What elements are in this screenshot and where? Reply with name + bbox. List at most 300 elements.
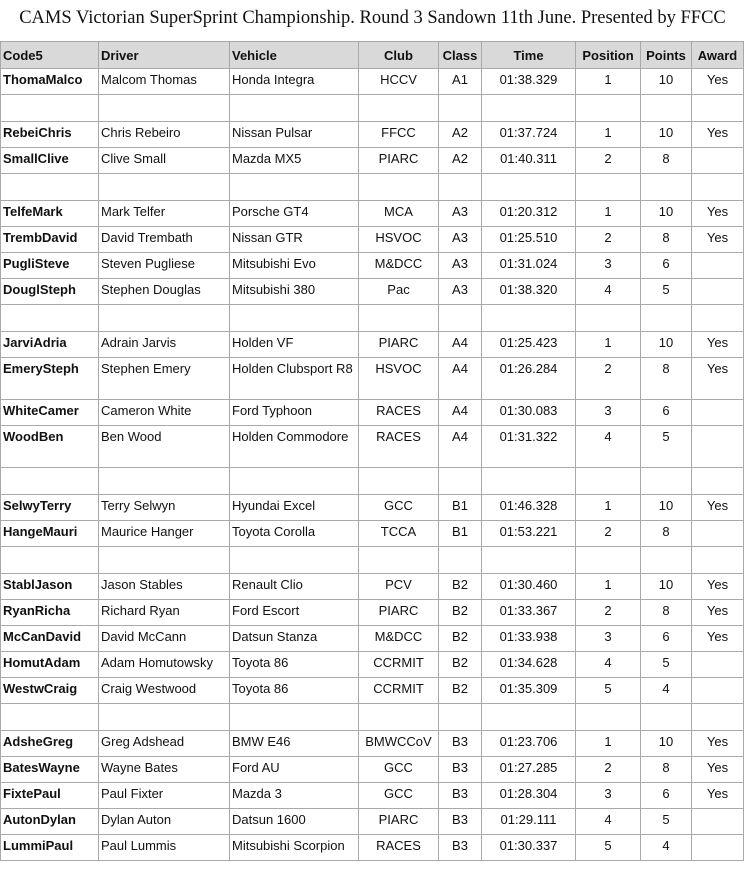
cell-vehicle: Toyota 86	[230, 652, 359, 678]
empty-cell	[99, 704, 230, 731]
empty-cell	[641, 95, 692, 122]
cell-driver: Mark Telfer	[99, 201, 230, 227]
col-header-club[interactable]: Club	[359, 42, 439, 69]
cell-club: HSVOC	[359, 227, 439, 253]
cell-class: B2	[439, 652, 482, 678]
table-row[interactable]	[1, 332, 744, 358]
cell-time: 01:20.312	[482, 201, 576, 227]
cell-vehicle: Mazda 3	[230, 783, 359, 809]
class-separator-row	[1, 547, 744, 574]
empty-cell	[359, 547, 439, 574]
cell-time: 01:29.111	[482, 809, 576, 835]
cell-position: 5	[576, 835, 641, 861]
cell-driver: Chris Rebeiro	[99, 122, 230, 148]
cell-code: DouglSteph	[1, 279, 99, 305]
cell-vehicle: Toyota Corolla	[230, 521, 359, 547]
cell-code: BatesWayne	[1, 757, 99, 783]
cell-driver: Ben Wood	[99, 426, 230, 468]
empty-cell	[641, 704, 692, 731]
cell-position: 2	[576, 358, 641, 400]
cell-award: Yes	[692, 332, 744, 358]
cell-class: A3	[439, 227, 482, 253]
cell-code: FixtePaul	[1, 783, 99, 809]
class-separator-row	[1, 704, 744, 731]
cell-class: B3	[439, 809, 482, 835]
cell-vehicle: Hyundai Excel	[230, 495, 359, 521]
cell-time: 01:23.706	[482, 731, 576, 757]
empty-cell	[1, 95, 99, 122]
cell-code: WestwCraig	[1, 678, 99, 704]
cell-points: 6	[641, 400, 692, 426]
cell-vehicle: Ford Typhoon	[230, 400, 359, 426]
col-header-position[interactable]: Position	[576, 42, 641, 69]
cell-driver: Greg Adshead	[99, 731, 230, 757]
cell-code: EmerySteph	[1, 358, 99, 400]
table-row[interactable]	[1, 69, 744, 95]
cell-club: GCC	[359, 783, 439, 809]
table-row[interactable]	[1, 809, 744, 835]
cell-class: A1	[439, 69, 482, 95]
cell-club: Pac	[359, 279, 439, 305]
cell-position: 3	[576, 253, 641, 279]
empty-cell	[230, 547, 359, 574]
cell-class: A4	[439, 400, 482, 426]
empty-cell	[576, 547, 641, 574]
cell-driver: Dylan Auton	[99, 809, 230, 835]
col-header-award[interactable]: Award	[692, 42, 744, 69]
cell-class: A4	[439, 332, 482, 358]
cell-position: 2	[576, 227, 641, 253]
cell-vehicle: Datsun 1600	[230, 809, 359, 835]
cell-driver: Terry Selwyn	[99, 495, 230, 521]
cell-driver: Adam Homutowsky	[99, 652, 230, 678]
cell-points: 8	[641, 521, 692, 547]
empty-cell	[576, 95, 641, 122]
cell-class: B2	[439, 574, 482, 600]
empty-cell	[230, 468, 359, 495]
cell-time: 01:31.322	[482, 426, 576, 468]
cell-position: 1	[576, 122, 641, 148]
cell-code: WhiteCamer	[1, 400, 99, 426]
cell-club: PIARC	[359, 148, 439, 174]
cell-code: StablJason	[1, 574, 99, 600]
cell-time: 01:30.337	[482, 835, 576, 861]
cell-class: A2	[439, 148, 482, 174]
empty-cell	[692, 174, 744, 201]
cell-vehicle: Mitsubishi 380	[230, 279, 359, 305]
cell-time: 01:37.724	[482, 122, 576, 148]
cell-points: 10	[641, 201, 692, 227]
cell-code: RyanRicha	[1, 600, 99, 626]
cell-award	[692, 521, 744, 547]
empty-cell	[99, 174, 230, 201]
cell-code: JarviAdria	[1, 332, 99, 358]
cell-position: 5	[576, 678, 641, 704]
empty-cell	[576, 305, 641, 332]
cell-driver: David Trembath	[99, 227, 230, 253]
cell-vehicle: Nissan GTR	[230, 227, 359, 253]
table-row[interactable]	[1, 783, 744, 809]
cell-vehicle: Holden Commodore	[230, 426, 359, 468]
cell-class: B3	[439, 835, 482, 861]
empty-cell	[99, 468, 230, 495]
cell-award: Yes	[692, 201, 744, 227]
cell-class: B2	[439, 678, 482, 704]
table-row[interactable]	[1, 400, 744, 426]
cell-position: 1	[576, 731, 641, 757]
cell-time: 01:35.309	[482, 678, 576, 704]
cell-award	[692, 652, 744, 678]
cell-position: 2	[576, 148, 641, 174]
table-row[interactable]	[1, 600, 744, 626]
cell-vehicle: Renault Clio	[230, 574, 359, 600]
cell-driver: Adrain Jarvis	[99, 332, 230, 358]
empty-cell	[99, 95, 230, 122]
cell-class: A2	[439, 122, 482, 148]
cell-award: Yes	[692, 69, 744, 95]
cell-driver: Craig Westwood	[99, 678, 230, 704]
class-separator-row	[1, 305, 744, 332]
cell-points: 8	[641, 358, 692, 400]
cell-award: Yes	[692, 626, 744, 652]
col-header-time[interactable]: Time	[482, 42, 576, 69]
cell-award	[692, 279, 744, 305]
table-row[interactable]	[1, 757, 744, 783]
cell-award: Yes	[692, 600, 744, 626]
cell-time: 01:40.311	[482, 148, 576, 174]
cell-award	[692, 253, 744, 279]
cell-code: ThomaMalco	[1, 69, 99, 95]
table-row[interactable]	[1, 731, 744, 757]
empty-cell	[641, 174, 692, 201]
cell-position: 3	[576, 783, 641, 809]
cell-award	[692, 678, 744, 704]
cell-club: RACES	[359, 835, 439, 861]
cell-vehicle: Mitsubishi Evo	[230, 253, 359, 279]
empty-cell	[692, 547, 744, 574]
cell-driver: Wayne Bates	[99, 757, 230, 783]
cell-class: B3	[439, 757, 482, 783]
cell-points: 8	[641, 227, 692, 253]
cell-time: 01:34.628	[482, 652, 576, 678]
cell-driver: Clive Small	[99, 148, 230, 174]
cell-award: Yes	[692, 227, 744, 253]
cell-time: 01:30.460	[482, 574, 576, 600]
cell-club: CCRMIT	[359, 652, 439, 678]
cell-code: HangeMauri	[1, 521, 99, 547]
cell-club: M&DCC	[359, 253, 439, 279]
cell-club: M&DCC	[359, 626, 439, 652]
cell-time: 01:46.328	[482, 495, 576, 521]
table-row[interactable]	[1, 835, 744, 861]
cell-vehicle: Mazda MX5	[230, 148, 359, 174]
cell-club: HCCV	[359, 69, 439, 95]
table-row[interactable]	[1, 652, 744, 678]
empty-cell	[359, 174, 439, 201]
empty-cell	[1, 547, 99, 574]
results-body	[1, 69, 744, 861]
cell-points: 4	[641, 835, 692, 861]
cell-class: B3	[439, 731, 482, 757]
empty-cell	[1, 704, 99, 731]
cell-points: 8	[641, 757, 692, 783]
cell-points: 6	[641, 783, 692, 809]
empty-cell	[359, 468, 439, 495]
cell-points: 6	[641, 626, 692, 652]
empty-cell	[482, 468, 576, 495]
cell-points: 10	[641, 332, 692, 358]
empty-cell	[482, 174, 576, 201]
cell-class: B3	[439, 783, 482, 809]
col-header-points[interactable]: Points	[641, 42, 692, 69]
cell-points: 5	[641, 279, 692, 305]
cell-vehicle: Ford AU	[230, 757, 359, 783]
cell-award: Yes	[692, 574, 744, 600]
cell-position: 2	[576, 757, 641, 783]
cell-award: Yes	[692, 358, 744, 400]
cell-class: B2	[439, 600, 482, 626]
cell-position: 4	[576, 279, 641, 305]
empty-cell	[439, 95, 482, 122]
table-row[interactable]	[1, 521, 744, 547]
empty-cell	[230, 95, 359, 122]
empty-cell	[230, 174, 359, 201]
cell-position: 2	[576, 600, 641, 626]
table-row[interactable]	[1, 201, 744, 227]
cell-club: HSVOC	[359, 358, 439, 400]
cell-club: PIARC	[359, 809, 439, 835]
cell-vehicle: BMW E46	[230, 731, 359, 757]
results-table	[0, 41, 744, 861]
empty-cell	[359, 305, 439, 332]
cell-class: A3	[439, 253, 482, 279]
cell-code: TelfeMark	[1, 201, 99, 227]
empty-cell	[641, 547, 692, 574]
cell-time: 01:28.304	[482, 783, 576, 809]
cell-code: AutonDylan	[1, 809, 99, 835]
cell-club: BMWCCoV	[359, 731, 439, 757]
cell-code: SelwyTerry	[1, 495, 99, 521]
cell-points: 10	[641, 731, 692, 757]
empty-cell	[359, 95, 439, 122]
cell-award: Yes	[692, 757, 744, 783]
cell-points: 5	[641, 652, 692, 678]
cell-position: 4	[576, 809, 641, 835]
cell-award	[692, 426, 744, 468]
empty-cell	[99, 305, 230, 332]
cell-time: 01:30.083	[482, 400, 576, 426]
cell-driver: Stephen Douglas	[99, 279, 230, 305]
cell-code: RebeiChris	[1, 122, 99, 148]
cell-driver: Paul Fixter	[99, 783, 230, 809]
table-row[interactable]	[1, 358, 744, 400]
cell-position: 2	[576, 521, 641, 547]
cell-class: A3	[439, 201, 482, 227]
cell-award: Yes	[692, 495, 744, 521]
cell-award	[692, 809, 744, 835]
table-row[interactable]	[1, 279, 744, 305]
empty-cell	[692, 704, 744, 731]
cell-class: A4	[439, 426, 482, 468]
cell-driver: Malcom Thomas	[99, 69, 230, 95]
cell-code: WoodBen	[1, 426, 99, 468]
cell-club: GCC	[359, 757, 439, 783]
cell-time: 01:53.221	[482, 521, 576, 547]
cell-time: 01:25.510	[482, 227, 576, 253]
cell-vehicle: Holden VF	[230, 332, 359, 358]
class-separator-row	[1, 174, 744, 201]
table-row[interactable]	[1, 678, 744, 704]
empty-cell	[230, 305, 359, 332]
empty-cell	[439, 174, 482, 201]
header-row	[1, 42, 744, 69]
table-row[interactable]	[1, 574, 744, 600]
cell-award: Yes	[692, 122, 744, 148]
empty-cell	[1, 174, 99, 201]
cell-award	[692, 835, 744, 861]
cell-code: AdsheGreg	[1, 731, 99, 757]
empty-cell	[439, 468, 482, 495]
table-row[interactable]	[1, 426, 744, 468]
empty-cell	[439, 305, 482, 332]
cell-driver: David McCann	[99, 626, 230, 652]
cell-driver: Paul Lummis	[99, 835, 230, 861]
empty-cell	[576, 174, 641, 201]
cell-driver: Maurice Hanger	[99, 521, 230, 547]
cell-club: PIARC	[359, 600, 439, 626]
cell-points: 5	[641, 809, 692, 835]
cell-class: B2	[439, 626, 482, 652]
cell-points: 10	[641, 574, 692, 600]
cell-vehicle: Mitsubishi Scorpion	[230, 835, 359, 861]
empty-cell	[692, 305, 744, 332]
cell-position: 3	[576, 400, 641, 426]
cell-club: FFCC	[359, 122, 439, 148]
cell-time: 01:26.284	[482, 358, 576, 400]
cell-points: 10	[641, 495, 692, 521]
cell-vehicle: Datsun Stanza	[230, 626, 359, 652]
col-header-driver[interactable]: Driver	[99, 42, 230, 69]
class-separator-row	[1, 468, 744, 495]
col-header-code[interactable]: Code5	[1, 42, 99, 69]
cell-club: MCA	[359, 201, 439, 227]
col-header-vehicle[interactable]: Vehicle	[230, 42, 359, 69]
table-row[interactable]	[1, 626, 744, 652]
empty-cell	[439, 547, 482, 574]
cell-driver: Jason Stables	[99, 574, 230, 600]
page-title: CAMS Victorian SuperSprint Championship. Round 3 Sandown 11th June. Presented by FFCC	[19, 8, 726, 28]
cell-position: 1	[576, 69, 641, 95]
cell-driver: Stephen Emery	[99, 358, 230, 400]
cell-award: Yes	[692, 783, 744, 809]
cell-code: LummiPaul	[1, 835, 99, 861]
cell-code: PugliSteve	[1, 253, 99, 279]
cell-time: 01:33.367	[482, 600, 576, 626]
cell-points: 8	[641, 148, 692, 174]
empty-cell	[1, 305, 99, 332]
empty-cell	[641, 305, 692, 332]
cell-code: TrembDavid	[1, 227, 99, 253]
cell-position: 4	[576, 652, 641, 678]
cell-club: CCRMIT	[359, 678, 439, 704]
empty-cell	[482, 305, 576, 332]
cell-code: McCanDavid	[1, 626, 99, 652]
cell-club: PCV	[359, 574, 439, 600]
cell-time: 01:38.329	[482, 69, 576, 95]
cell-points: 8	[641, 600, 692, 626]
cell-club: GCC	[359, 495, 439, 521]
cell-time: 01:33.938	[482, 626, 576, 652]
cell-code: HomutAdam	[1, 652, 99, 678]
cell-class: A3	[439, 279, 482, 305]
cell-time: 01:27.285	[482, 757, 576, 783]
table-row[interactable]	[1, 122, 744, 148]
empty-cell	[359, 704, 439, 731]
table-row[interactable]	[1, 495, 744, 521]
cell-vehicle: Honda Integra	[230, 69, 359, 95]
cell-award: Yes	[692, 731, 744, 757]
cell-vehicle: Ford Escort	[230, 600, 359, 626]
empty-cell	[1, 468, 99, 495]
empty-cell	[641, 468, 692, 495]
cell-club: RACES	[359, 400, 439, 426]
cell-driver: Steven Pugliese	[99, 253, 230, 279]
empty-cell	[576, 468, 641, 495]
cell-position: 4	[576, 426, 641, 468]
col-header-class[interactable]: Class	[439, 42, 482, 69]
cell-position: 1	[576, 332, 641, 358]
cell-driver: Cameron White	[99, 400, 230, 426]
cell-position: 1	[576, 495, 641, 521]
cell-vehicle: Porsche GT4	[230, 201, 359, 227]
table-row[interactable]	[1, 227, 744, 253]
cell-points: 6	[641, 253, 692, 279]
empty-cell	[439, 704, 482, 731]
cell-class: A4	[439, 358, 482, 400]
cell-points: 4	[641, 678, 692, 704]
cell-class: B1	[439, 495, 482, 521]
cell-position: 1	[576, 201, 641, 227]
cell-points: 10	[641, 69, 692, 95]
empty-cell	[230, 704, 359, 731]
table-row[interactable]	[1, 253, 744, 279]
cell-time: 01:25.423	[482, 332, 576, 358]
cell-position: 1	[576, 574, 641, 600]
class-separator-row	[1, 95, 744, 122]
cell-points: 5	[641, 426, 692, 468]
empty-cell	[482, 704, 576, 731]
cell-code: SmallClive	[1, 148, 99, 174]
cell-award	[692, 400, 744, 426]
cell-award	[692, 148, 744, 174]
empty-cell	[99, 547, 230, 574]
empty-cell	[576, 704, 641, 731]
empty-cell	[482, 95, 576, 122]
cell-vehicle: Nissan Pulsar	[230, 122, 359, 148]
cell-driver: Richard Ryan	[99, 600, 230, 626]
empty-cell	[482, 547, 576, 574]
cell-club: TCCA	[359, 521, 439, 547]
empty-cell	[692, 468, 744, 495]
cell-club: RACES	[359, 426, 439, 468]
cell-vehicle: Toyota 86	[230, 678, 359, 704]
cell-class: B1	[439, 521, 482, 547]
cell-time: 01:31.024	[482, 253, 576, 279]
cell-position: 3	[576, 626, 641, 652]
table-row[interactable]	[1, 148, 744, 174]
cell-points: 10	[641, 122, 692, 148]
cell-time: 01:38.320	[482, 279, 576, 305]
